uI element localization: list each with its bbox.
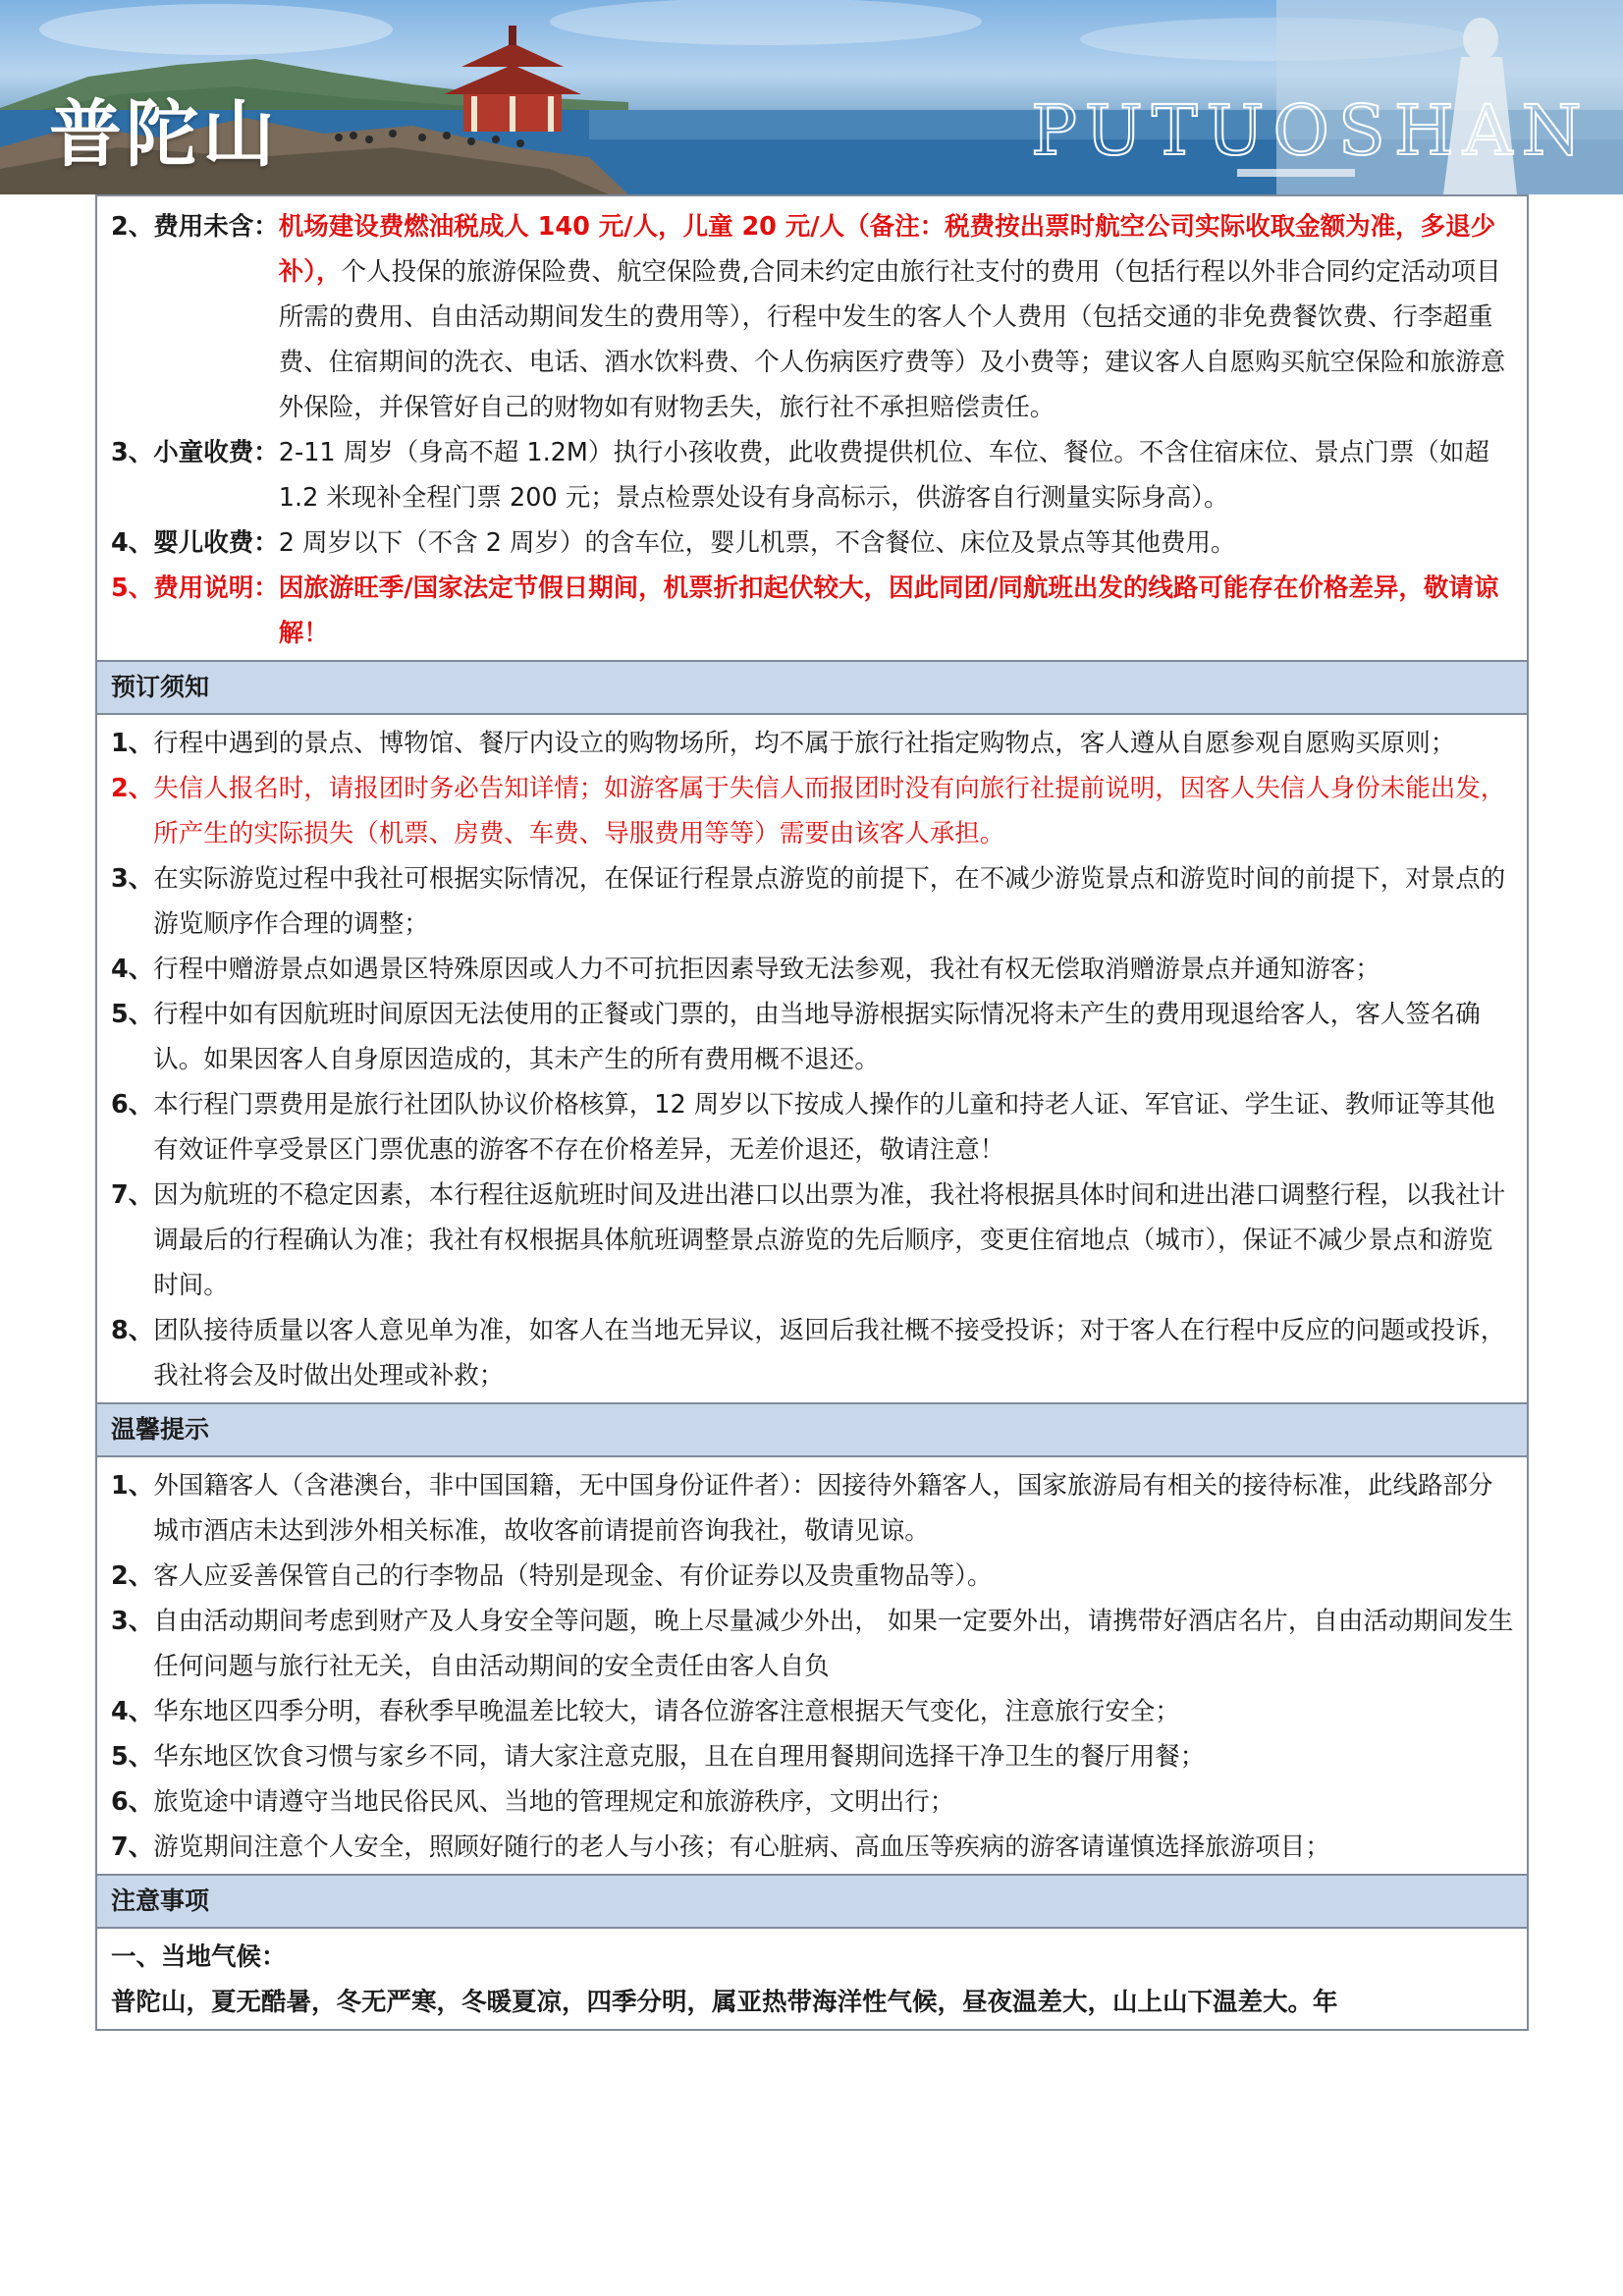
item-number: 7、 xyxy=(111,1180,154,1210)
item-label: 婴儿收费： xyxy=(153,528,279,558)
item-label: 小童收费： xyxy=(153,438,279,467)
item-number: 6、 xyxy=(111,1090,154,1120)
list-item xyxy=(111,1082,1517,1173)
item-text: 旅览途中请遵守当地民俗民风、当地的管理规定和旅游秩序，文明出行； xyxy=(153,1787,955,1817)
item-text: 失信人报名时，请报团时务必告知详情；如游客属于失信人而报团时没有向旅行社提前说明，因客人失信人身份未能出发，所产生的实际损失（机票、房费、车费、导服费用等等）需要由该客人承担。 xyxy=(153,774,1506,848)
item-label: 费用未含： xyxy=(153,212,279,242)
item-text: 游览期间注意个人安全，照顾好随行的老人与小孩；有心脏病、高血压等疾病的游客请谨慎选择旅游项目； xyxy=(153,1832,1330,1862)
item-number: 6、 xyxy=(111,1787,154,1817)
item-text: 华东地区饮食习惯与家乡不同，请大家注意克服，且在自理用餐期间选择干净卫生的餐厅用餐； xyxy=(153,1742,1206,1772)
item-number: 4、 xyxy=(111,955,154,984)
item-number: 7、 xyxy=(111,1832,154,1862)
list-item xyxy=(111,1173,1517,1308)
list-item xyxy=(111,947,1517,992)
itinerary-table xyxy=(95,194,1529,2031)
fees-section xyxy=(97,194,1527,660)
header-banner xyxy=(0,0,1623,194)
list-item xyxy=(111,766,1517,856)
page-subtitle-en: PUTUOSHAN xyxy=(1031,90,1591,171)
item-text: 团队接待质量以客人意见单为准，如客人在当地无异议，返回后我社概不接受投诉；对于客人在行程中反应的问题或投诉，我社将会及时做出处理或补救； xyxy=(153,1316,1506,1391)
item-text: 华东地区四季分明，春秋季早晚温差比较大，请各位游客注意根据天气变化，注意旅行安全； xyxy=(153,1697,1180,1726)
item-number: 2、 xyxy=(111,774,154,803)
item-number: 5、 xyxy=(111,1000,154,1029)
item-number: 5、 xyxy=(111,574,154,603)
notes-section xyxy=(97,1874,1527,2029)
item-text: 客人应妥善保管自己的行李物品（特别是现金、有价证券以及贵重物品等）。 xyxy=(153,1561,993,1591)
list-item xyxy=(111,1554,1517,1599)
item-number: 4、 xyxy=(111,528,154,558)
list-item xyxy=(111,856,1517,947)
item-number: 3、 xyxy=(111,864,154,894)
item-body: 个人投保的旅游保险费、航空保险费,合同未约定由旅行社支付的费用（包括行程以外非合同约定活动项目所需的费用、自由活动期间发生的费用等），行程中发生的客人个人费用（包括交通的非免费餐饮费、行李超重费、住宿期间的洗衣、电话、酒水饮料费、个人伤病医疗费等）及小费等；建议客人自愿购买航空保险和旅游意外保险，并保管好自己的财物如有财物丢失，旅行社不承担赔偿责任。 xyxy=(278,257,1506,422)
section-title: 预订须知 xyxy=(97,662,1527,715)
list-item xyxy=(111,992,1517,1082)
climate-heading: 一、当地气候： xyxy=(111,1942,287,1972)
item-text: 在实际游览过程中我社可根据实际情况，在保证行程景点游览的前提下，在不减少游览景点和游览时间的前提下，对景点的游览顺序作合理的调整； xyxy=(153,864,1506,939)
item-text: 自由活动期间考虑到财产及人身安全等问题，晚上尽量减少外出， 如果一定要外出，请携带好酒店名片，自由活动期间发生任何问题与旅行社无关，自由活动期间的安全责任由客人自负 xyxy=(153,1607,1514,1681)
tips-section xyxy=(97,1402,1527,1874)
item-highlight: 机场建设费燃油税成人 140 元/人，儿童 20 元/人（备注：税费按出票时航空公司实际收取金额为准，多退少补）， xyxy=(278,212,1496,287)
item-number: 2、 xyxy=(111,212,154,242)
item-number: 1、 xyxy=(111,729,154,758)
booking-section xyxy=(97,660,1527,1402)
item-number: 2、 xyxy=(111,1561,154,1591)
item-text: 本行程门票费用是旅行社团队协议价格核算，12 周岁以下按成人操作的儿童和持老人证、军官证、学生证、教师证等其他有效证件享受景区门票优惠的游客不存在价格差异，无差价退还，敬请注意！ xyxy=(153,1090,1495,1165)
item-number: 4、 xyxy=(111,1697,154,1726)
item-text: 行程中遇到的景点、博物馆、餐厅内设立的购物场所，均不属于旅行社指定购物点，客人遵从自愿参观自愿购买原则； xyxy=(153,729,1456,758)
list-item xyxy=(111,430,1517,520)
item-number: 3、 xyxy=(111,438,154,467)
item-text: 2-11 周岁（身高不超 1.2M）执行小孩收费，此收费提供机位、车位、餐位。不含住宿床位、景点门票（如超 1.2 米现补全程门票 200 元；景点检票处设有身高标示，供游客自行测量实际身高）。 xyxy=(278,438,1489,513)
item-text: 因为航班的不稳定因素，本行程往返航班时间及进出港口以出票为准，我社将根据具体时间和进出港口调整行程，以我社计调最后的行程确认为准；我社有权根据具体航班调整景点游览的先后顺序，变更住宿地点（城市），保证不减少景点和游览时间。 xyxy=(153,1180,1506,1300)
list-item xyxy=(111,520,1517,566)
list-item xyxy=(111,204,1517,430)
section-title: 温馨提示 xyxy=(97,1404,1527,1457)
item-label: 费用说明： xyxy=(153,574,279,603)
item-number: 8、 xyxy=(111,1316,154,1345)
item-number: 1、 xyxy=(111,1471,154,1501)
item-text xyxy=(279,204,1517,430)
item-text: 2 周岁以下（不含 2 周岁）的含车位，婴儿机票，不含餐位、床位及景点等其他费用。 xyxy=(278,528,1236,558)
item-text: 外国籍客人（含港澳台，非中国国籍，无中国身份证件者）：因接待外籍客人，国家旅游局有相关的接待标准，此线路部分城市酒店未达到涉外相关标准，故收客前请提前咨询我社，敬请见谅。 xyxy=(153,1471,1493,1546)
list-item xyxy=(111,1734,1517,1779)
list-item xyxy=(111,721,1517,766)
list-item xyxy=(111,1825,1517,1870)
item-text: 因旅游旺季/国家法定节假日期间，机票折扣起伏较大，因此同团/同航班出发的线路可能存在价格差异，敬请谅解！ xyxy=(278,574,1499,648)
list-item xyxy=(111,1308,1517,1398)
list-item xyxy=(111,1463,1517,1554)
list-item xyxy=(111,566,1517,656)
section-title: 注意事项 xyxy=(97,1876,1527,1929)
item-number: 3、 xyxy=(111,1607,154,1636)
pavilion-icon xyxy=(444,26,581,132)
list-item xyxy=(111,1689,1517,1734)
list-item xyxy=(111,1599,1517,1689)
item-text: 行程中赠游景点如遇景区特殊原因或人力不可抗拒因素导致无法参观，我社有权无偿取消赠游景点并通知游客； xyxy=(153,955,1380,984)
item-text: 行程中如有因航班时间原因无法使用的正餐或门票的，由当地导游根据实际情况将未产生的费用现退给客人，客人签名确认。如果因客人自身原因造成的，其未产生的所有费用概不退还。 xyxy=(153,1000,1481,1074)
climate-text: 普陀山，夏无酷暑，冬无严寒，冬暖夏凉，四季分明，属亚热带海洋性气候，昼夜温差大，山上山下温差大。年 xyxy=(111,1988,1338,2017)
list-item xyxy=(111,1779,1517,1825)
page-title: 普陀山 xyxy=(49,92,279,177)
item-number: 5、 xyxy=(111,1742,154,1772)
